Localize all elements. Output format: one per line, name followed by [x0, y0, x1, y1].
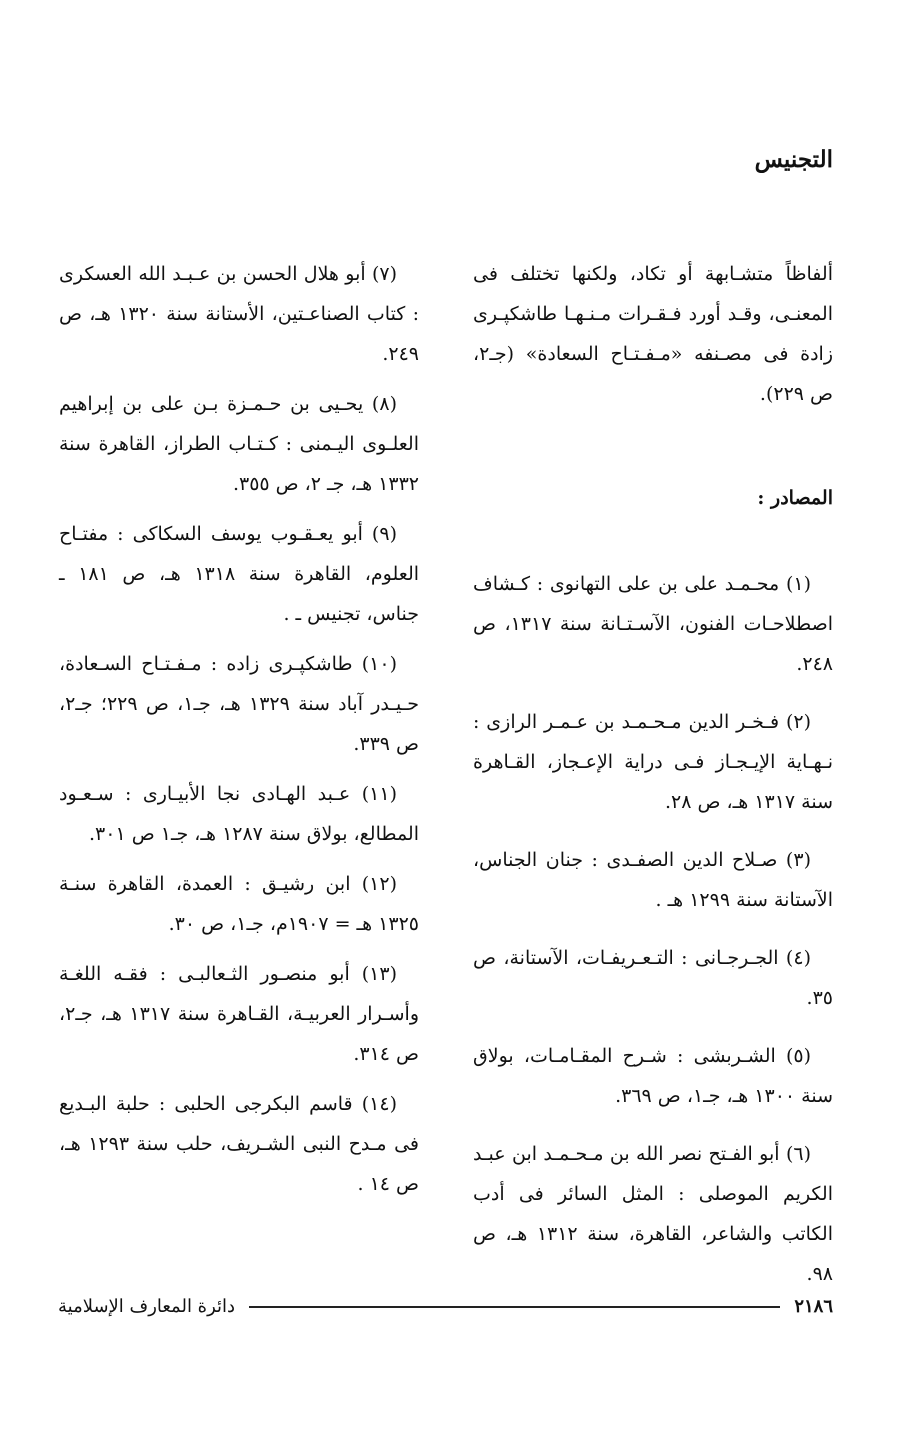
reference-item: (١٣) أبو منصـور الثـعالبـى : فقـه اللغـة وأسـرار العربيـة، القـاهرة سنة ١٣١٧ هـ، جـ٢، ص ٣١٤.: [59, 963, 419, 1065]
left-column: [59, 254, 419, 1214]
reference-item: (٤) الجـرجـانى : التـعـريفـات، الآستانة، ص ٣٥.: [473, 947, 833, 1009]
reference-item: (٧) أبو هلال الحسن بن عـبـد الله العسكرى : كتاب الصناعـتين، الأستانة سنة ١٣٢٠ هـ، ص ٢٤٩.: [59, 263, 419, 365]
footer-rule: [249, 1306, 780, 1308]
reference-item: (١٤) قاسم البكرجى الحلبى : حلبة البـديع فى مـدح النبى الشـريف، حلب سنة ١٢٩٣ هـ، ص ١٤ .: [59, 1093, 419, 1195]
reference-item: (٩) أبو يعـقـوب يوسف السكاكى : مفتـاح العلوم، القاهرة سنة ١٣١٨ هـ، ص ١٨١ ـ جناس، تجنيس ـ .: [59, 523, 420, 625]
reference-item: (٦) أبو الفـتح نصر الله بن مـحـمـد ابن عبـد الكريم الموصلى : المثل السائر فى أدب الكاتب والشاعر، القاهرة، سنة ١٣١٢ هـ، ص ٩٨.: [473, 1143, 833, 1285]
intro-paragraph: ألفاظاً متشـابهة أو تكاد، ولكنها تختلف فى المعنـى، وقـد أورد فـقـرات مـنـهـا طاشكپـرى زادة فى مصـنفه «مـفـتـاح السعادة» (جـ٢، ص ٢٢٩).: [473, 263, 833, 405]
sources-heading: المصادر :: [757, 487, 833, 509]
reference-item: (١١) عـبد الهـادى نجا الأبيـارى : سـعـود المطالع، بولاق سنة ١٢٨٧ هـ، جـ١ ص ٣٠١.: [59, 783, 419, 845]
page-title: التجنيس: [754, 146, 833, 173]
reference-item: (٥) الشـربشى : شـرح المقـامـات، بولاق سنة ١٣٠٠ هـ، جـ١، ص ٣٦٩.: [473, 1045, 833, 1107]
encyclopedia-title: دائرة المعارف الإسلامية: [58, 1296, 236, 1317]
reference-item: (٣) صـلاح الدين الصفـدى : جنان الجناس، الآستانة سنة ١٢٩٩ هـ .: [473, 849, 833, 911]
reference-item: (٨) يحـيى بن حـمـزة بـن على بن إبراهيم العلـوى اليـمنى : كـتـاب الطراز، القاهرة سنة ١٣٣٢ هـ، جـ ٢، ص ٣٥٥.: [59, 393, 419, 495]
page-number: ٢١٨٦: [794, 1296, 833, 1317]
right-column: [473, 254, 833, 1312]
page-footer: [58, 1296, 833, 1317]
reference-item: (١٢) ابن رشيـق : العمدة، القاهرة سنـة ١٣٢٥ هـ = ١٩٠٧م، جـ١، ص ٣٠.: [59, 873, 419, 935]
reference-item: (٢) فـخـر الدين مـحـمـد بن عـمـر الرازى : نـهـاية الإيـجـاز فـى دراية الإعـجاز، القـاهرة سنة ١٣١٧ هـ، ص ٢٨.: [473, 711, 833, 813]
reference-item: (١) محـمـد على بن على التهانوى : كـشاف اصطلاحـات الفنون، الآسـتـانة سنة ١٣١٧، ص ٢٤٨.: [473, 573, 833, 675]
reference-item: (١٠) طاشكپـرى زاده : مـفـتـاح السـعادة، حـيـدر آباد سنة ١٣٢٩ هـ، جـ١، ص ٢٢٩؛ جـ٢، ص ٣٣٩.: [59, 653, 419, 755]
